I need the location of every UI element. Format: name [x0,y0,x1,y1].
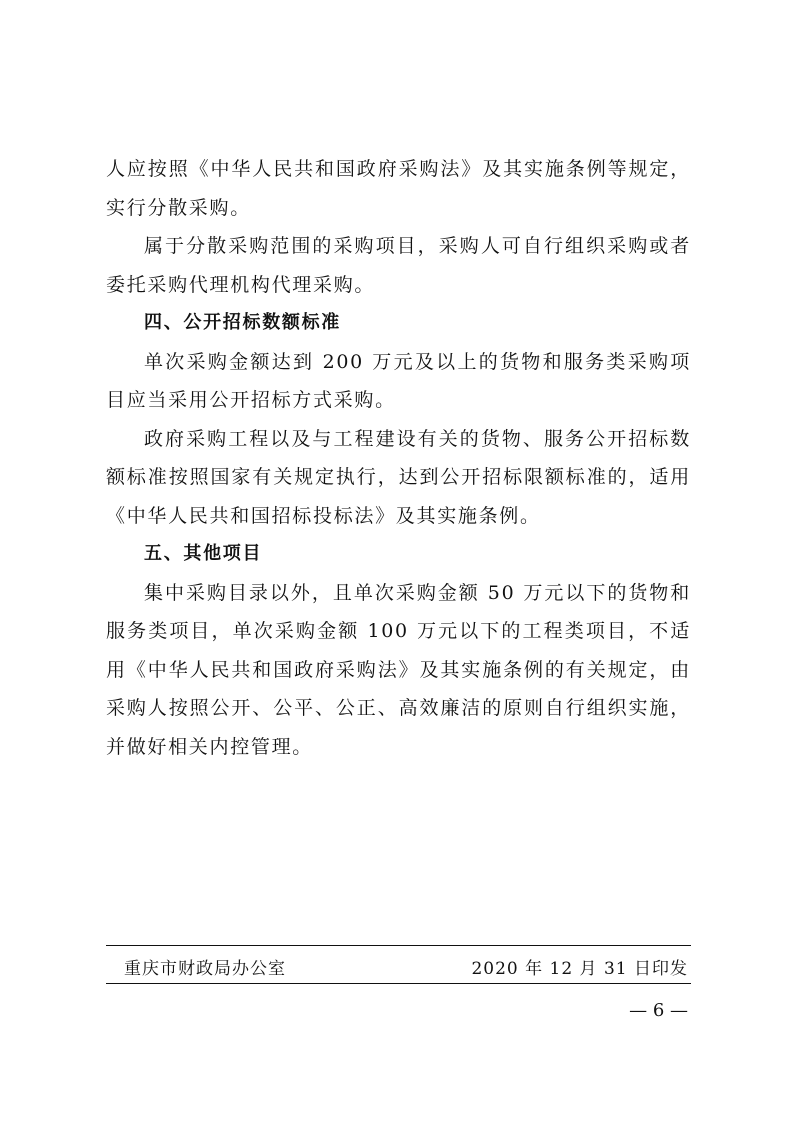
document-body [106,150,691,766]
paragraph-3: 单次采购金额达到 200 万元及以上的货物和服务类采购项目应当采用公开招标方式采购。 [106,350,691,411]
paragraph-4: 政府采购工程以及与工程建设有关的货物、服务公开招标数额标准按照国家有关规定执行，达到公开招标限额标准的，适用《中华人民共和国招标投标法》及其实施条例。 [106,427,691,527]
footer-bottom-rule [106,983,691,984]
page-number: — 6 — [629,1000,688,1021]
print-date: 2020 年 12 月 31 日印发 [471,959,688,979]
paragraph-5: 集中采购目录以外，且单次采购金额 50 万元以下的货物和服务类项目，单次采购金额 100 万元以下的工程类项目，不适用《中华人民共和国政府采购法》及其实施条例的有关规定，由采购人按照公开、公平、公正、高效廉洁的原则自行组织实施，并做好相关内控管理。 [106,581,691,758]
section-heading-5: 五、其他项目 [144,543,263,564]
issuer-name: 重庆市财政局办公室 [124,959,286,979]
paragraph-2: 属于分散采购范围的采购项目，采购人可自行组织采购或者委托采购代理机构代理采购。 [106,235,691,296]
section-heading-4: 四、公开招标数额标准 [144,312,341,333]
paragraph-1: 人应按照《中华人民共和国政府采购法》及其实施条例等规定，实行分散采购。 [106,158,691,219]
footer-top-rule [106,945,691,946]
